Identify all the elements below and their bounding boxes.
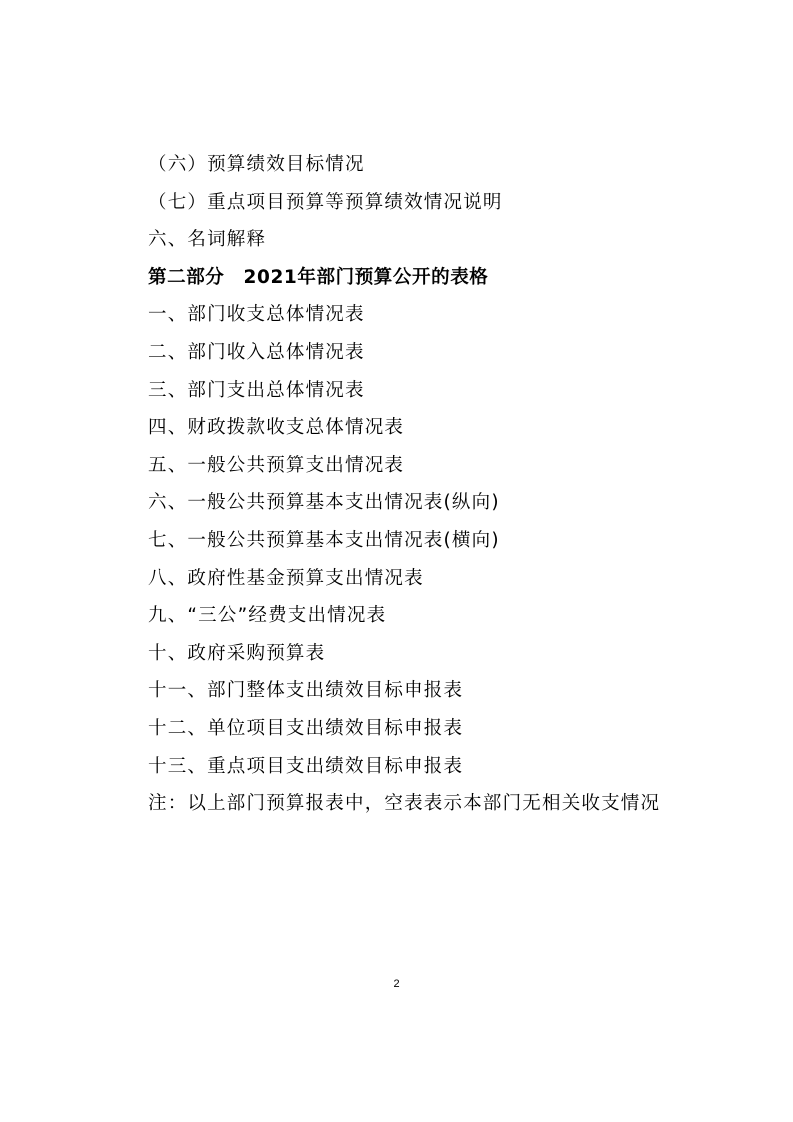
toc-item-glossary: 六、名词解释 [148, 229, 267, 251]
toc-item-table-8: 八、政府性基金预算支出情况表 [148, 567, 424, 589]
toc-item-table-2: 二、部门收入总体情况表 [148, 341, 365, 363]
toc-note: 注：以上部门预算报表中，空表表示本部门无相关收支情况 [148, 793, 661, 815]
toc-item-table-5: 五、一般公共预算支出情况表 [148, 454, 405, 476]
toc-item-table-3: 三、部门支出总体情况表 [148, 379, 365, 401]
toc-item-table-7: 七、一般公共预算基本支出情况表(横向) [148, 529, 500, 551]
table-of-contents [148, 146, 748, 823]
toc-item-table-12: 十二、单位项目支出绩效目标申报表 [148, 717, 464, 739]
toc-item-table-11: 十一、部门整体支出绩效目标申报表 [148, 680, 464, 702]
toc-item-key-project-performance: （七）重点项目预算等预算绩效情况说明 [148, 191, 503, 213]
section-heading-part-two: 第二部分 2021年部门预算公开的表格 [148, 266, 489, 288]
page-number: 2 [393, 978, 400, 990]
toc-item-table-9: 九、“三公”经费支出情况表 [148, 605, 387, 627]
toc-item-table-10: 十、政府采购预算表 [148, 642, 326, 664]
toc-item-table-1: 一、部门收支总体情况表 [148, 304, 365, 326]
toc-item-budget-performance-targets: （六）预算绩效目标情况 [148, 154, 365, 175]
toc-item-table-4: 四、财政拨款收支总体情况表 [148, 417, 405, 439]
toc-item-table-6: 六、一般公共预算基本支出情况表(纵向) [148, 492, 500, 514]
toc-item-table-13: 十三、重点项目支出绩效目标申报表 [148, 755, 464, 777]
